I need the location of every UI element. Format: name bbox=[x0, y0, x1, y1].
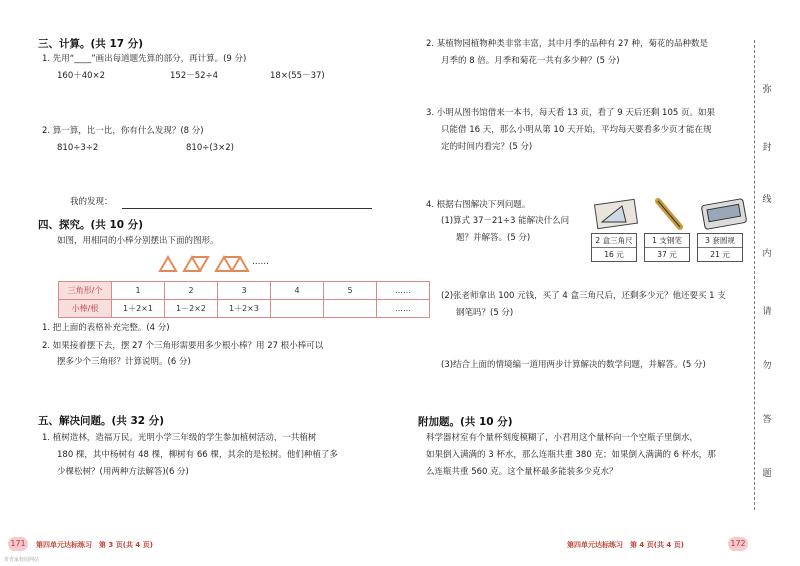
solve-q3-line2: 只能借 16 天，那么小明从第 10 天开始，平均每天要看多少页才能在规 bbox=[441, 125, 712, 135]
price-tag-value: 21 元 bbox=[710, 250, 730, 259]
calc-q2-item-1: 810÷3÷2 bbox=[57, 143, 99, 153]
price-tag-value: 37 元 bbox=[657, 250, 677, 259]
table-cell: …… bbox=[377, 300, 430, 318]
figure-ellipsis: …… bbox=[252, 257, 269, 267]
table-row bbox=[59, 300, 430, 318]
price-tag-set-square bbox=[591, 233, 637, 262]
price-tag-compass bbox=[697, 233, 743, 262]
solve-q1-line3: 少棵松树？(用两种方法解答)(6 分) bbox=[57, 467, 189, 477]
calc-q1-item-2: 152－52÷4 bbox=[170, 71, 219, 81]
bonus-line2: 如果倒入满满的 3 杯水，那么连瓶共重 380 克；如果倒入满满的 6 杯水，那 bbox=[426, 450, 716, 460]
price-tag-label: 3 套圆规 bbox=[698, 234, 742, 248]
solve-q4: 4. 根据右图解决下列问题。 bbox=[426, 200, 531, 210]
seal-text-char: 答 bbox=[762, 415, 772, 425]
table-cell: 1 bbox=[112, 282, 165, 300]
sticks-table bbox=[58, 281, 430, 318]
solve-q2-line2: 月季的 8 倍。月季和菊花一共有多少种？(5 分) bbox=[441, 56, 620, 66]
calc-q2: 2. 算一算，比一比，你有什么发现？(8 分) bbox=[42, 126, 204, 136]
solve-q3-line1: 3. 小明从图书馆借来一本书，每天看 13 页，看了 9 天后还剩 105 页。如果 bbox=[426, 108, 715, 118]
table-cell[interactable] bbox=[324, 300, 377, 318]
table-cell: 1＋2×3 bbox=[218, 300, 271, 318]
solve-q4-1-line1: (1)算式 37－21÷3 能解决什么问 bbox=[441, 216, 570, 226]
section-5-title: 五、解决问题。(共 32 分) bbox=[38, 415, 165, 427]
seal-text-char: 勿 bbox=[762, 361, 772, 371]
table-cell[interactable] bbox=[271, 300, 324, 318]
explore-q2-line1: 2. 如果接着摆下去，摆 27 个三角形需要用多少根小棒？用 27 根小棒可以 bbox=[42, 341, 324, 351]
table-cell: 1＋2×1 bbox=[112, 300, 165, 318]
seal-text-char: 内 bbox=[762, 249, 772, 259]
calc-q2-item-2: 810÷(3×2) bbox=[186, 143, 234, 153]
calc-q1-item-1: 160＋40×2 bbox=[57, 71, 106, 81]
calc-q1-item-3: 18×(55－37) bbox=[270, 71, 325, 81]
seal-text-char: 题 bbox=[762, 469, 772, 479]
set-square-icon bbox=[592, 196, 642, 230]
solve-q3-line3: 定的时间内看完？(5 分) bbox=[441, 142, 533, 152]
explore-intro: 如图，用相同的小棒分别摆出下面的图形。 bbox=[57, 236, 219, 246]
price-tag-label: 2 盒三角尺 bbox=[592, 234, 636, 248]
seal-text-char: 线 bbox=[762, 195, 772, 205]
table-cell: 2 bbox=[165, 282, 218, 300]
seal-text-char: 封 bbox=[762, 143, 772, 153]
solve-q4-2-line2: 钢笔吗？(5 分) bbox=[456, 308, 514, 318]
solve-q4-1-line2: 题？并解答。(5 分) bbox=[456, 233, 531, 243]
bonus-line3: 么连瓶共重 560 克。这个量杯最多能装多少克水？ bbox=[426, 467, 618, 477]
table-row bbox=[59, 282, 430, 300]
seal-text-char: 请 bbox=[762, 307, 772, 317]
solve-q4-2-line1: (2)张老师拿出 100 元钱，买了 4 盒三角尺后，还剩多少元？他还要买 1 支 bbox=[441, 291, 726, 301]
footer-right: 第四单元达标练习 第 4 页(共 4 页) bbox=[567, 541, 684, 549]
table-cell: 5 bbox=[324, 282, 377, 300]
table-cell: 4 bbox=[271, 282, 324, 300]
price-tag-value: 16 元 bbox=[604, 250, 624, 259]
seal-line bbox=[754, 40, 755, 510]
table-cell: 3 bbox=[218, 282, 271, 300]
calc-q1: 1. 先用“____”画出每道题先算的部分，再计算。(9 分) bbox=[42, 54, 247, 64]
bonus-title: 附加题。(共 10 分) bbox=[418, 416, 513, 428]
solve-q4-3: (3)结合上面的情境编一道用两步计算解决的数学问题，并解答。(5 分) bbox=[441, 360, 706, 370]
solve-q2-line1: 2. 某植物园植物种类非常丰富，其中月季的品种有 27 种，菊花的品种数是 bbox=[426, 39, 709, 49]
price-tag-label: 1 支钢笔 bbox=[645, 234, 689, 248]
solve-q1-line2: 180 棵，其中杨树有 48 棵，柳树有 66 棵，其余的是松树。他们种植了多 bbox=[57, 450, 338, 460]
table-cell: 1－2×2 bbox=[165, 300, 218, 318]
table-cell: …… bbox=[377, 282, 430, 300]
seal-text-char: 弥 bbox=[762, 85, 772, 95]
footer-left: 第四单元达标练习 第 3 页(共 4 页) bbox=[36, 541, 153, 549]
price-tag-pen bbox=[644, 233, 690, 262]
explore-q1: 1. 把上面的表格补充完整。(4 分) bbox=[42, 323, 170, 333]
solve-q1-line1: 1. 植树造林，造福万民。光明小学三年级的学生参加植树活动，一共植树 bbox=[42, 433, 317, 443]
bonus-line1: 科学器材室有个量杯刻度模糊了，小君用这个量杯向一个空瓶子里倒水， bbox=[426, 433, 699, 443]
table-cell: 三角形/个 bbox=[59, 282, 112, 300]
finding-label: 我的发现： bbox=[70, 197, 113, 207]
compass-set-icon bbox=[700, 194, 750, 230]
explore-q2-line2: 摆多少个三角形？计算说明。(6 分) bbox=[57, 357, 191, 367]
finding-answer-line bbox=[122, 208, 372, 209]
table-cell: 小棒/根 bbox=[59, 300, 112, 318]
section-3-title: 三、计算。(共 17 分) bbox=[38, 38, 144, 50]
page-number-left: 171 bbox=[8, 537, 28, 551]
pen-icon bbox=[652, 197, 686, 231]
page-number-right: 172 bbox=[728, 537, 748, 551]
section-4-title: 四、探究。(共 10 分) bbox=[38, 219, 144, 231]
watermark: 青青家校园网站 bbox=[4, 557, 40, 563]
